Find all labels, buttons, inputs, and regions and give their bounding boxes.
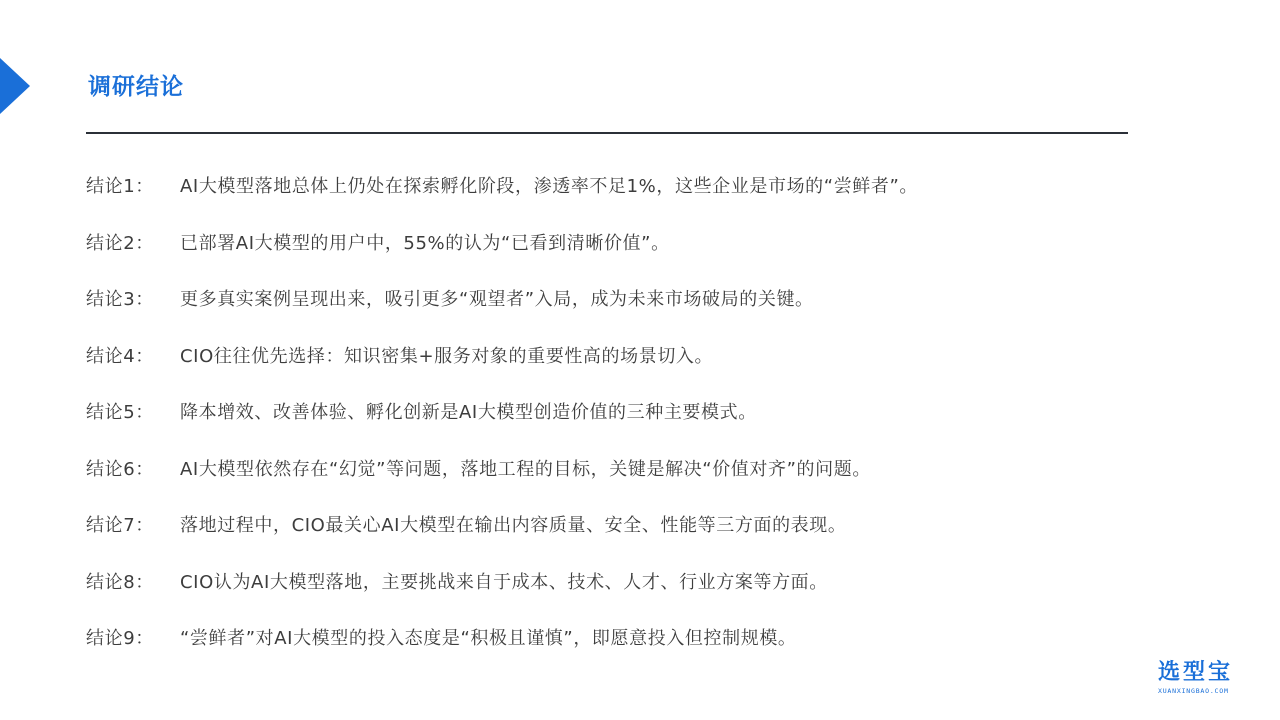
logo-url: XUANXINGBAO.COM: [1158, 687, 1229, 695]
conclusion-text: CIO往往优先选择：知识密集+服务对象的重要性高的场景切入。: [180, 345, 714, 367]
conclusion-label: 结论9：: [86, 628, 154, 649]
corner-arrow-icon: [0, 58, 30, 114]
conclusion-label: 结论1：: [86, 176, 154, 197]
conclusion-text: “尝鲜者”对AI大模型的投入态度是“积极且谨慎”，即愿意投入但控制规模。: [180, 628, 797, 649]
conclusion-label: 结论3：: [86, 289, 154, 310]
conclusion-item: [86, 622, 1186, 679]
logo-name: 选型宝: [1158, 660, 1234, 685]
conclusion-label: 结论5：: [86, 402, 154, 423]
title-divider: [86, 132, 1128, 134]
conclusion-item: [86, 396, 1186, 453]
conclusion-label: 结论6：: [86, 458, 154, 480]
conclusion-item: [86, 509, 1186, 566]
conclusion-text: 落地过程中，CIO最关心AI大模型在输出内容质量、安全、性能等三方面的表现。: [180, 515, 847, 536]
conclusion-text: 已部署AI大模型的用户中，55%的认为“已看到清晰价值”。: [180, 232, 670, 254]
conclusion-item: [86, 340, 1186, 397]
conclusion-item: [86, 566, 1186, 623]
brand-logo: [1158, 660, 1242, 700]
conclusion-text: 降本增效、改善体验、孵化创新是AI大模型创造价值的三种主要模式。: [180, 402, 757, 423]
conclusion-label: 结论7：: [86, 515, 154, 536]
conclusion-label: 结论8：: [86, 571, 154, 593]
page-title: 调研结论: [88, 74, 184, 100]
conclusion-text: 更多真实案例呈现出来，吸引更多“观望者”入局，成为未来市场破局的关键。: [180, 289, 814, 310]
conclusion-item: [86, 227, 1186, 284]
conclusion-text: CIO认为AI大模型落地，主要挑战来自于成本、技术、人才、行业方案等方面。: [180, 571, 828, 593]
conclusion-text: AI大模型依然存在“幻觉”等问题，落地工程的目标，关键是解决“价值对齐”的问题。: [180, 458, 871, 480]
conclusion-label: 结论4：: [86, 345, 154, 367]
conclusion-label: 结论2：: [86, 232, 154, 254]
conclusion-list: [86, 170, 1186, 679]
conclusion-item: [86, 453, 1186, 510]
conclusion-text: AI大模型落地总体上仍处在探索孵化阶段，渗透率不足1%，这些企业是市场的“尝鲜者”。: [180, 176, 919, 197]
conclusion-item: [86, 170, 1186, 227]
conclusion-item: [86, 283, 1186, 340]
